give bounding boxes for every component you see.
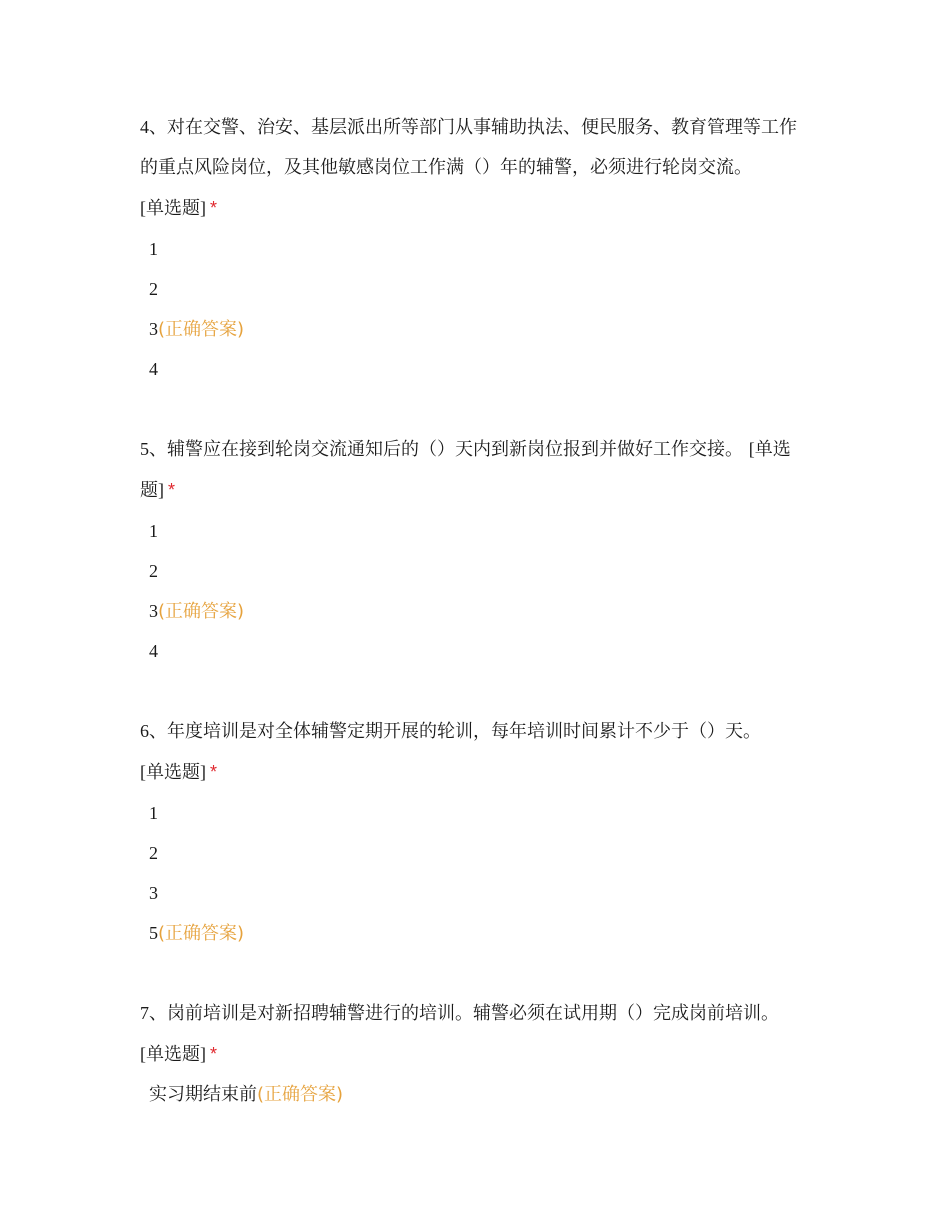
question-number: 6 <box>140 721 149 741</box>
option-label: 实习期结束前 <box>149 1084 257 1105</box>
option-label: 3 <box>149 319 158 339</box>
question-type: 单选题 <box>146 198 200 219</box>
correct-answer-mark: (正确答案) <box>257 1084 344 1105</box>
question-type: 单选题 <box>146 1044 200 1065</box>
option[interactable] <box>140 349 810 389</box>
question-body: 对在交警、治安、基层派出所等部门从事辅助执法、便民服务、教育管理等工作的重点风险岗位，及其他敏感岗位工作满（）年的辅警，必须进行轮岗交流。 <box>140 117 797 178</box>
question-list <box>140 107 810 1155</box>
option[interactable] <box>140 309 810 349</box>
option-label: 1 <box>149 521 158 541</box>
option[interactable] <box>140 229 810 269</box>
question-type: 单选题 <box>146 762 200 783</box>
option-list <box>140 229 810 389</box>
question-type-close: ] <box>200 1044 206 1064</box>
question-body: 辅警应在接到轮岗交流通知后的（）天内到新岗位报到并做好工作交接。 <box>167 439 743 460</box>
option[interactable] <box>140 833 810 873</box>
question-4 <box>140 107 810 389</box>
correct-answer-mark: (正确答案) <box>158 601 245 622</box>
option-label: 1 <box>149 803 158 823</box>
option-list <box>140 793 810 953</box>
option-label: 4 <box>149 359 158 379</box>
question-number: 7 <box>140 1003 149 1023</box>
required-mark: * <box>210 198 218 218</box>
question-body: 岗前培训是对新招聘辅警进行的培训。辅警必须在试用期（）完成岗前培训。 <box>167 1003 779 1024</box>
required-mark: * <box>210 762 218 782</box>
option-label: 1 <box>149 239 158 259</box>
option[interactable] <box>140 551 810 591</box>
question-type-close: ] <box>158 480 164 500</box>
required-mark: * <box>168 480 176 500</box>
option-label: 5 <box>149 923 158 943</box>
option[interactable] <box>140 873 810 913</box>
question-7 <box>140 993 810 1115</box>
question-number: 4 <box>140 117 149 137</box>
required-mark: * <box>210 1044 218 1064</box>
question-separator: 、 <box>149 439 167 460</box>
question-5 <box>140 429 810 671</box>
option[interactable] <box>140 631 810 671</box>
correct-answer-mark: (正确答案) <box>158 923 245 944</box>
option[interactable] <box>140 269 810 309</box>
option-list <box>140 511 810 671</box>
question-text <box>140 711 810 793</box>
question-type-open: [ <box>748 439 755 459</box>
question-type: 单选题 <box>140 439 791 501</box>
option-label: 4 <box>149 641 158 661</box>
question-text <box>140 429 810 511</box>
question-type-open: [ <box>140 762 146 782</box>
option-label: 3 <box>149 601 158 621</box>
option-list <box>140 1075 810 1115</box>
option-label: 2 <box>149 561 158 581</box>
option-label: 2 <box>149 279 158 299</box>
question-separator: 、 <box>149 721 167 742</box>
correct-answer-mark: (正确答案) <box>158 319 245 340</box>
question-separator: 、 <box>149 1003 167 1024</box>
question-separator: 、 <box>149 117 167 138</box>
question-6 <box>140 711 810 953</box>
option[interactable] <box>140 793 810 833</box>
question-text <box>140 107 810 229</box>
question-type-close: ] <box>200 762 206 782</box>
option-label: 2 <box>149 843 158 863</box>
question-type-open: [ <box>140 1044 146 1064</box>
option[interactable] <box>140 913 810 953</box>
question-body: 年度培训是对全体辅警定期开展的轮训，每年培训时间累计不少于（）天。 <box>167 721 761 742</box>
question-type-open: [ <box>140 198 146 218</box>
option-label: 3 <box>149 883 158 903</box>
question-text <box>140 993 810 1075</box>
question-type-close: ] <box>200 198 206 218</box>
option[interactable] <box>140 591 810 631</box>
option[interactable] <box>140 511 810 551</box>
option[interactable] <box>140 1075 810 1115</box>
question-number: 5 <box>140 439 149 459</box>
